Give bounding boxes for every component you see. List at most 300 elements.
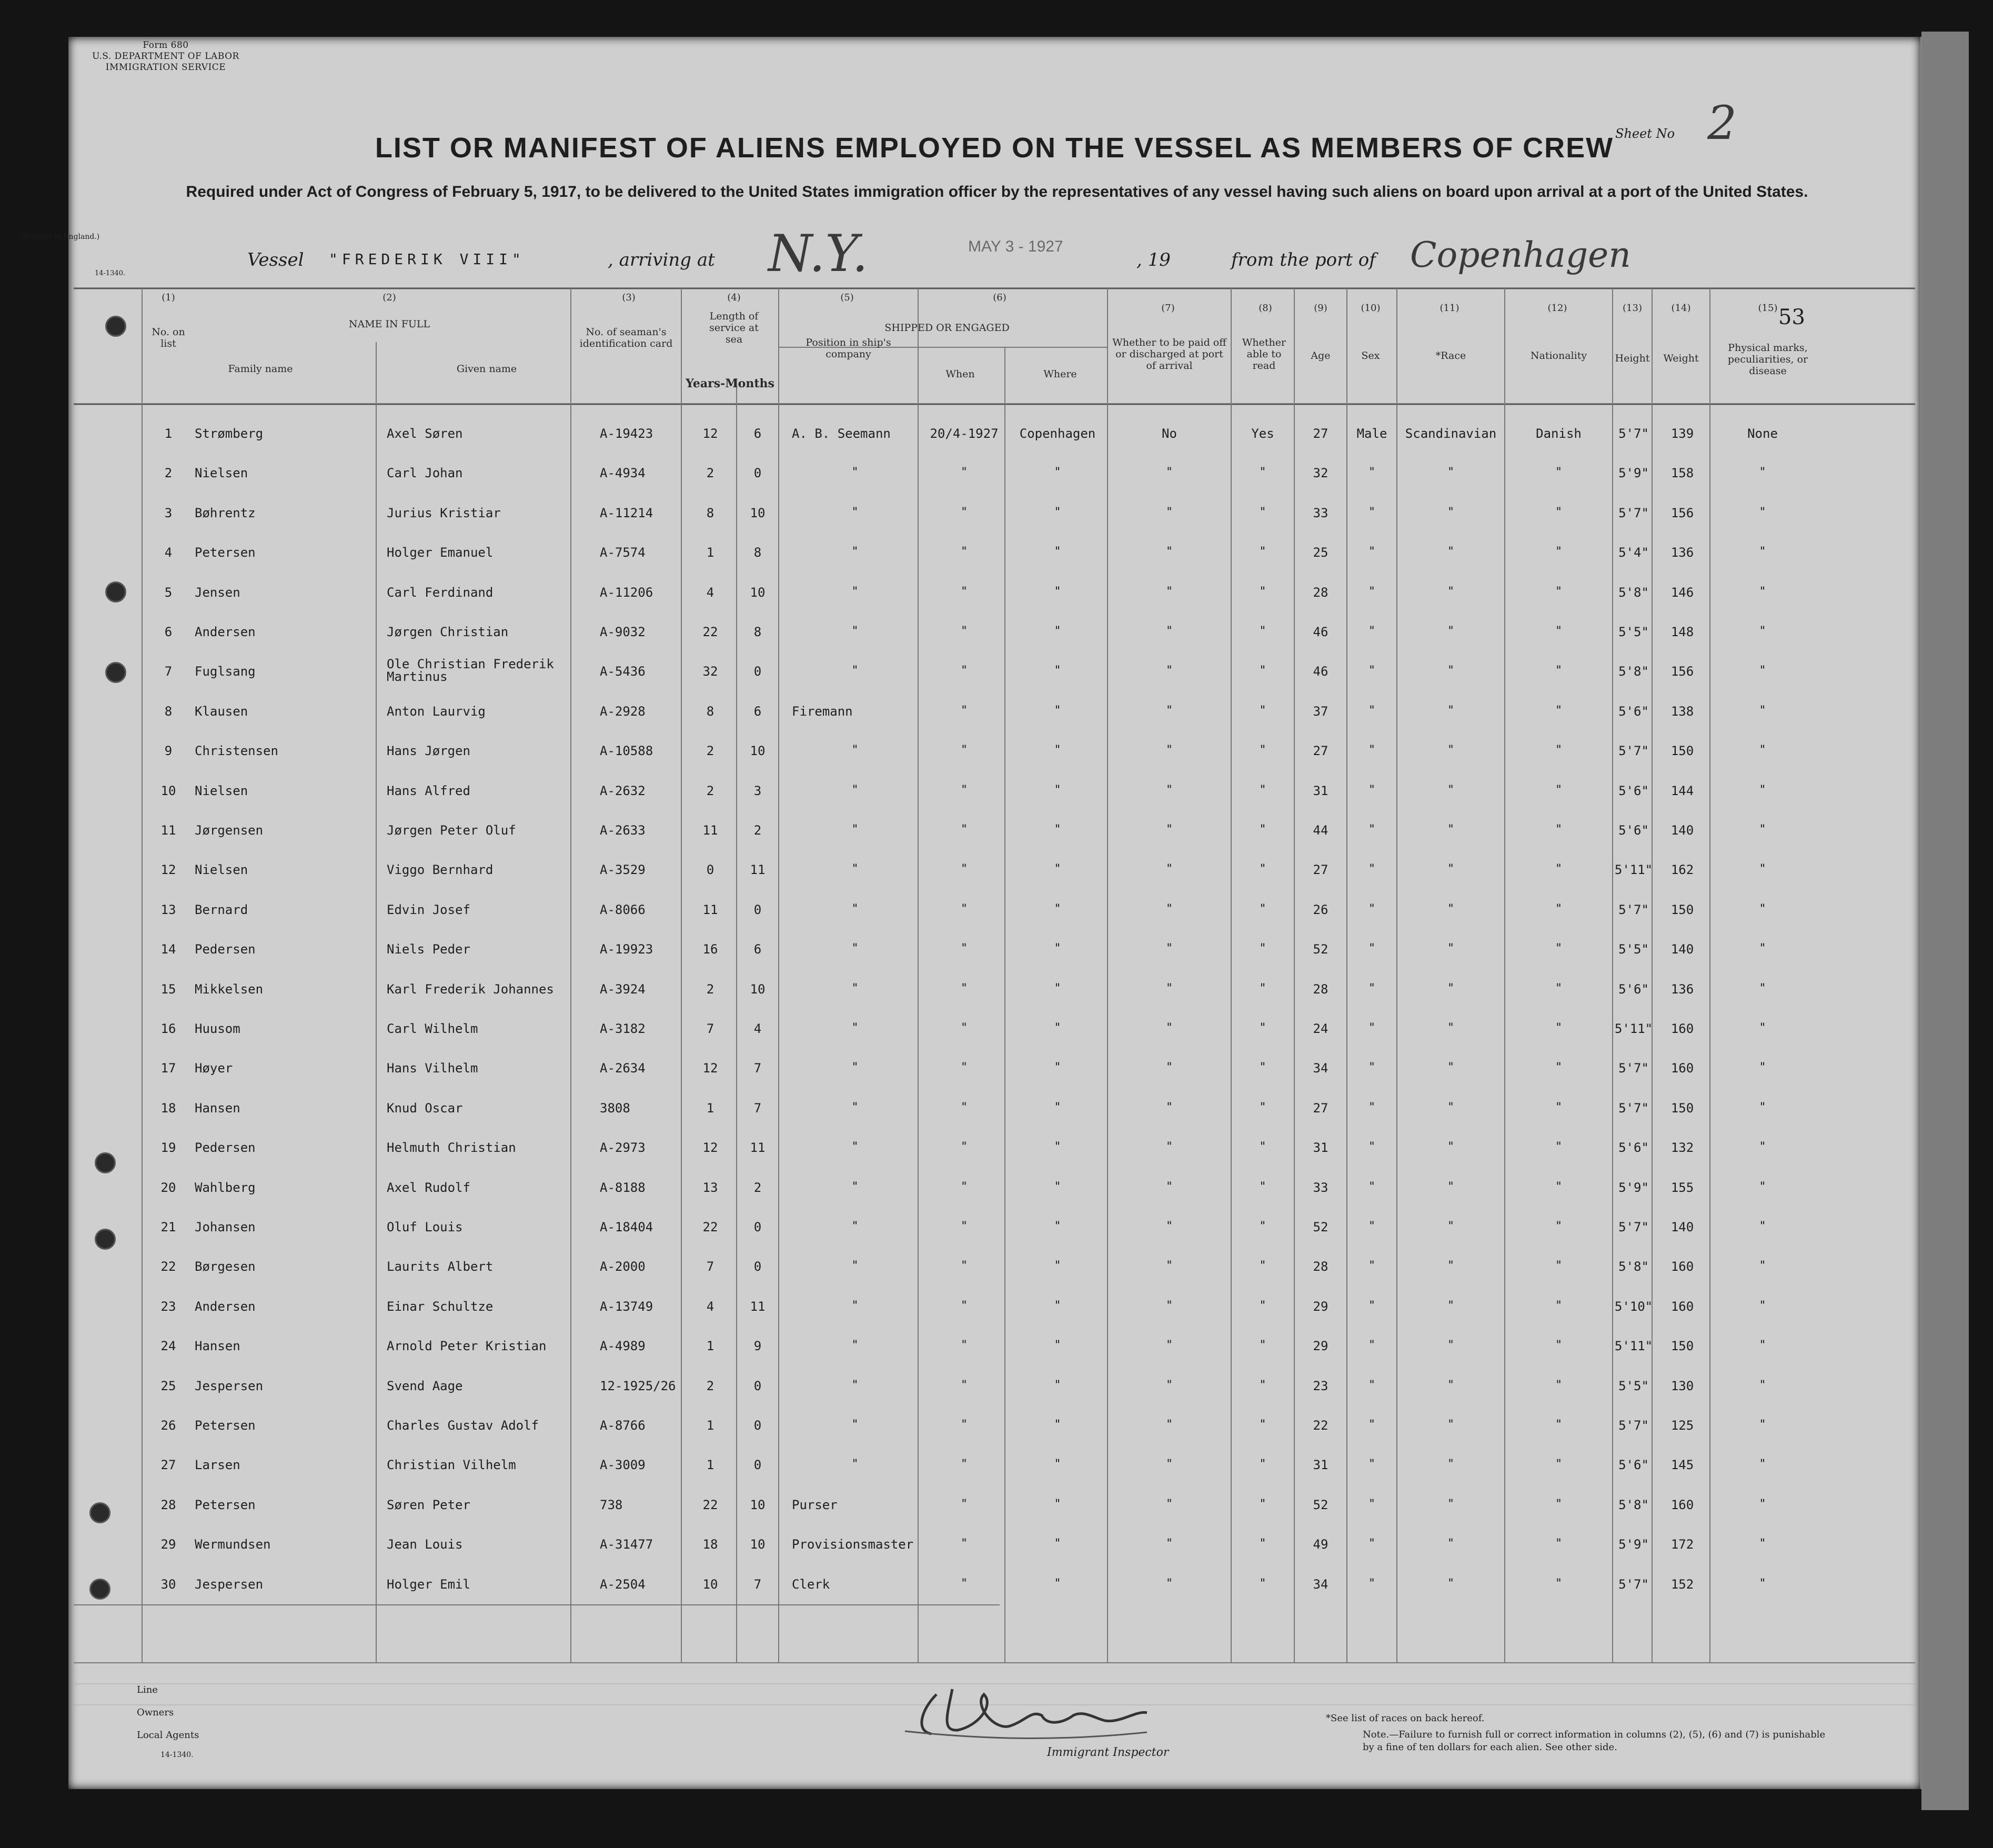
cell-no: 15: [160, 981, 176, 997]
cell-height: 5'8": [1618, 664, 1649, 679]
cell-family: Børgesen: [195, 1259, 256, 1274]
cell-years: 7: [706, 1021, 714, 1036]
binder-hole: [95, 1152, 116, 1173]
cell-years: 2: [706, 783, 714, 798]
cell-weight: 140: [1670, 942, 1694, 957]
ditto-mark: ": [960, 664, 968, 678]
cell-family: Wahlberg: [195, 1180, 256, 1195]
col-header-card: No. of seaman's identification card: [579, 326, 673, 349]
ditto-mark: ": [1447, 783, 1455, 797]
cell-height: 5'5": [1618, 1378, 1649, 1393]
cell-height: 5'4": [1618, 545, 1649, 560]
ditto-mark: ": [1165, 1259, 1173, 1273]
cell-given: Svend Aage: [387, 1378, 463, 1393]
cell-age: 37: [1313, 704, 1328, 719]
ditto-mark: ": [1759, 1180, 1766, 1193]
ditto-mark: ": [1054, 862, 1061, 876]
cell-months: 0: [753, 1220, 762, 1234]
ditto-mark: ": [1054, 1378, 1061, 1392]
cell-position: Clerk: [792, 1576, 830, 1592]
ditto-mark: ": [1555, 981, 1563, 995]
ditto-mark: ": [851, 1061, 859, 1074]
ditto-mark: ": [1368, 1418, 1376, 1431]
col-header-position: Position in ship's company: [806, 337, 891, 360]
ditto-mark: ": [960, 545, 968, 559]
cell-weight: 162: [1670, 862, 1694, 878]
ditto-mark: ": [1368, 823, 1376, 836]
cell-card: A-4934: [600, 466, 646, 481]
ditto-mark: ": [1165, 1061, 1173, 1074]
ditto-mark: ": [1259, 664, 1266, 678]
col-num: (10): [1361, 303, 1381, 314]
cell-age: 27: [1313, 744, 1328, 759]
ditto-mark: ": [1368, 704, 1376, 717]
cell-years: 10: [702, 1576, 718, 1592]
cell-no: 25: [160, 1378, 176, 1393]
cell-months: 9: [753, 1339, 762, 1354]
cell-years: 0: [706, 862, 714, 878]
cell-family: Petersen: [195, 1418, 256, 1433]
col-num: (7): [1161, 303, 1175, 314]
cell-weight: 148: [1670, 625, 1694, 639]
ditto-mark: ": [1368, 466, 1376, 479]
ditto-mark: ": [1259, 1378, 1266, 1392]
ditto-mark: ": [960, 704, 968, 717]
ditto-mark: ": [1447, 862, 1455, 876]
cell-months: 2: [753, 1180, 762, 1195]
cell-card: A-8066: [600, 902, 646, 917]
ditto-mark: ": [1759, 981, 1766, 995]
cell-height: 5'8": [1618, 1259, 1649, 1274]
cell-weight: 172: [1670, 1537, 1694, 1552]
cell-height: 5'7": [1618, 744, 1649, 759]
ditto-mark: ": [960, 942, 968, 956]
cell-family: Christensen: [195, 744, 278, 759]
ditto-mark: ": [1165, 823, 1173, 836]
cell-years: 4: [706, 1299, 714, 1314]
ditto-mark: ": [1759, 744, 1766, 757]
printed-note: (Printed in England.): [21, 233, 100, 241]
col-header-weight: Weight: [1663, 353, 1699, 364]
ditto-mark: ": [1759, 585, 1766, 598]
vessel-label: Vessel: [247, 249, 304, 270]
ditto-mark: ": [1259, 1100, 1266, 1114]
cell-years: 1: [706, 1418, 714, 1433]
col-header-shipped: SHIPPED OR ENGAGED: [884, 322, 1010, 334]
cell-months: 10: [750, 585, 766, 600]
cell-height: 5'8": [1618, 585, 1649, 600]
cell-months: 10: [750, 505, 766, 520]
ditto-mark: ": [960, 1100, 968, 1114]
ditto-mark: ": [1259, 1061, 1266, 1074]
cell-family: Jensen: [195, 585, 240, 600]
ditto-mark: ": [1447, 1339, 1455, 1352]
cell-height: 5'7": [1618, 1220, 1649, 1234]
ditto-mark: ": [1165, 1418, 1173, 1431]
cell-years: 2: [706, 1378, 714, 1393]
ditto-mark: ": [1259, 1418, 1266, 1431]
ditto-mark: ": [1165, 902, 1173, 916]
ditto-mark: ": [1759, 1339, 1766, 1352]
cell-card: A-18404: [600, 1220, 653, 1234]
cell-months: 3: [753, 783, 762, 798]
col-header-height: Height: [1615, 353, 1650, 364]
ditto-mark: ": [1054, 1021, 1061, 1035]
cell-given: Edvin Josef: [387, 902, 470, 917]
cell-years: 22: [702, 1220, 718, 1234]
cell-given: Axel Søren: [387, 426, 463, 441]
ditto-mark: ": [1165, 1339, 1173, 1352]
ditto-mark: ": [1368, 505, 1376, 519]
ditto-mark: ": [1759, 1537, 1766, 1551]
ditto-mark: ": [960, 1537, 968, 1551]
ditto-mark: ": [1165, 981, 1173, 995]
col-header-years-months: Years-Months: [686, 377, 774, 390]
ditto-mark: ": [1555, 1021, 1563, 1035]
cell-no: 3: [164, 505, 173, 520]
cell-no: 16: [160, 1021, 176, 1036]
cell-height: 5'5": [1618, 625, 1649, 639]
cell-family: Jørgensen: [195, 823, 264, 838]
col-num: (11): [1440, 303, 1459, 314]
cell-age: 28: [1313, 981, 1328, 997]
departure-port: Copenhagen: [1410, 235, 1631, 275]
cell-age: 27: [1313, 862, 1328, 878]
cell-height: 5'7": [1618, 902, 1649, 917]
cell-weight: 136: [1670, 981, 1694, 997]
cell-years: 11: [702, 823, 718, 838]
cell-height: 5'6": [1618, 981, 1649, 997]
cell-given: Oluf Louis: [387, 1220, 463, 1234]
cell-family: Johansen: [195, 1220, 256, 1234]
cell-no: 10: [160, 783, 176, 798]
binder-hole: [95, 1229, 116, 1250]
cell-weight: 160: [1670, 1061, 1694, 1076]
ditto-mark: ": [1555, 585, 1563, 598]
form-number: Form 680: [143, 40, 189, 51]
ditto-mark: ": [1259, 466, 1266, 479]
cell-family: Klausen: [195, 704, 248, 719]
cell-months: 11: [750, 862, 766, 878]
cell-where: Copenhagen: [1019, 426, 1096, 441]
ditto-mark: ": [960, 585, 968, 598]
ditto-mark: ": [1054, 1497, 1061, 1511]
ditto-mark: ": [1054, 1299, 1061, 1312]
ditto-mark: ": [1165, 466, 1173, 479]
cell-height: 5'11": [1614, 1339, 1653, 1354]
ditto-mark: ": [851, 744, 859, 757]
date-stamp: MAY 3 - 1927: [968, 238, 1063, 255]
ditto-mark: ": [1759, 625, 1766, 638]
ditto-mark: ": [1759, 942, 1766, 956]
ditto-mark: ": [1368, 744, 1376, 757]
col-header-family-name: Family name: [228, 363, 293, 375]
footer-print-code: 14-1340.: [160, 1751, 194, 1759]
cell-no: 29: [160, 1537, 176, 1552]
ditto-mark: ": [1259, 1576, 1266, 1590]
ditto-mark: ": [1368, 1339, 1376, 1352]
service-name: IMMIGRATION SERVICE: [105, 62, 226, 73]
ditto-mark: ": [1447, 1180, 1455, 1193]
cell-age: 44: [1313, 823, 1328, 838]
ditto-mark: ": [1447, 981, 1455, 995]
sheet-number: 2: [1707, 96, 1737, 150]
cell-nat: Danish: [1536, 426, 1582, 441]
cell-age: 33: [1313, 1180, 1328, 1195]
cell-years: 4: [706, 585, 714, 600]
cell-no: 1: [164, 426, 173, 441]
ditto-mark: ": [1447, 466, 1455, 479]
ditto-mark: ": [1368, 1259, 1376, 1273]
race-footnote: *See list of races on back hereof.: [1326, 1713, 1485, 1724]
ditto-mark: ": [1555, 704, 1563, 717]
ditto-mark: ": [1555, 1576, 1563, 1590]
cell-family: Strømberg: [195, 426, 264, 441]
cell-card: A-5436: [600, 664, 646, 679]
ditto-mark: ": [851, 1259, 859, 1273]
cell-weight: 160: [1670, 1021, 1694, 1036]
cell-age: 24: [1313, 1021, 1328, 1036]
inspector-label: Immigrant Inspector: [1047, 1746, 1169, 1759]
cell-given: Jørgen Christian: [387, 625, 509, 639]
cell-card: A-3529: [600, 862, 646, 878]
cell-card: A-8766: [600, 1418, 646, 1433]
ditto-mark: ": [960, 1061, 968, 1074]
ditto-mark: ": [1447, 823, 1455, 836]
ditto-mark: ": [1555, 1418, 1563, 1431]
page-subtitle: Required under Act of Congress of February 5, 1917, to be delivered to the United States immigration officer by the representatives of any vessel having such aliens on board upon arrival at a port of the United States.: [186, 183, 1808, 200]
ditto-mark: ": [1555, 783, 1563, 797]
cell-marks: None: [1747, 426, 1778, 441]
cell-years: 32: [702, 664, 718, 679]
ditto-mark: ": [851, 1299, 859, 1312]
col-header-no: No. on list: [152, 326, 185, 349]
cell-height: 5'6": [1618, 1140, 1649, 1156]
ditto-mark: ": [1447, 1220, 1455, 1233]
ditto-mark: ": [1165, 545, 1173, 559]
from-port-label: from the port of: [1231, 249, 1376, 270]
ditto-mark: ": [1447, 1140, 1455, 1154]
cell-height: 5'10": [1614, 1299, 1653, 1314]
ditto-mark: ": [851, 1418, 859, 1431]
cell-age: 34: [1313, 1576, 1328, 1592]
cell-no: 2: [164, 466, 173, 481]
col-header-nationality: Nationality: [1530, 350, 1587, 361]
col-header-read: Whether able to read: [1242, 337, 1286, 371]
ditto-mark: ": [960, 1180, 968, 1193]
footer-line-label: Line: [137, 1684, 158, 1695]
col-num: (15): [1758, 303, 1778, 314]
cell-card: A-19423: [600, 426, 653, 441]
ditto-mark: ": [1259, 942, 1266, 956]
ditto-mark: ": [1259, 823, 1266, 836]
cell-no: 12: [160, 862, 176, 878]
cell-years: 1: [706, 1100, 714, 1116]
cell-weight: 158: [1670, 466, 1694, 481]
cell-family: Pedersen: [195, 942, 256, 957]
ditto-mark: ": [1259, 1497, 1266, 1511]
cell-family: Hansen: [195, 1100, 240, 1116]
ditto-mark: ": [1259, 1021, 1266, 1035]
ditto-mark: ": [1054, 1418, 1061, 1431]
ditto-mark: ": [1165, 862, 1173, 876]
cell-height: 5'6": [1618, 704, 1649, 719]
ditto-mark: ": [960, 1220, 968, 1233]
binder-hole: [105, 316, 126, 337]
ditto-mark: ": [1368, 981, 1376, 995]
cell-family: Larsen: [195, 1458, 240, 1473]
cell-given: Holger Emil: [387, 1576, 470, 1592]
cell-age: 46: [1313, 664, 1328, 679]
ditto-mark: ": [1555, 1100, 1563, 1114]
cell-years: 22: [702, 625, 718, 639]
col-header-physical-marks: Physical marks, peculiarities, or disease: [1727, 342, 1808, 377]
ditto-mark: ": [1054, 1061, 1061, 1074]
cell-card: A-2000: [600, 1259, 646, 1274]
ditto-mark: ": [960, 1339, 968, 1352]
cell-read: Yes: [1251, 426, 1274, 441]
ditto-mark: ": [1555, 1220, 1563, 1233]
cell-family: Andersen: [195, 625, 256, 639]
ditto-mark: ": [1165, 704, 1173, 717]
col-header-given-name: Given name: [456, 363, 517, 375]
ditto-mark: ": [1555, 625, 1563, 638]
department-name: U.S. DEPARTMENT OF LABOR: [92, 51, 239, 62]
cell-months: 11: [750, 1299, 766, 1314]
ditto-mark: ": [1368, 625, 1376, 638]
ditto-mark: ": [1759, 1299, 1766, 1312]
ditto-mark: ": [1555, 1299, 1563, 1312]
cell-family: Bernard: [195, 902, 248, 917]
ditto-mark: ": [1759, 545, 1766, 559]
cell-age: 46: [1313, 625, 1328, 639]
ditto-mark: ": [1447, 1061, 1455, 1074]
cell-age: 26: [1313, 902, 1328, 917]
binder-hole: [89, 1502, 110, 1523]
ditto-mark: ": [1054, 823, 1061, 836]
cell-weight: 156: [1670, 505, 1694, 520]
cell-family: Bøhrentz: [195, 505, 256, 520]
cell-years: 2: [706, 744, 714, 759]
cell-age: 25: [1313, 545, 1328, 560]
ditto-mark: ": [1555, 862, 1563, 876]
ditto-mark: ": [1555, 664, 1563, 678]
ditto-mark: ": [851, 1378, 859, 1392]
ditto-mark: ": [1759, 466, 1766, 479]
ditto-mark: ": [1368, 1180, 1376, 1193]
ditto-mark: ": [960, 902, 968, 916]
cell-given: Axel Rudolf: [387, 1180, 470, 1195]
ditto-mark: ": [1259, 625, 1266, 638]
ditto-mark: ": [1165, 744, 1173, 757]
ditto-mark: ": [960, 466, 968, 479]
cell-years: 1: [706, 545, 714, 560]
col-header-name: NAME IN FULL: [348, 318, 430, 330]
col-num: (4): [727, 292, 741, 303]
ditto-mark: ": [1759, 664, 1766, 678]
column-marker: 53: [1778, 305, 1805, 329]
cell-family: Wermundsen: [195, 1537, 271, 1552]
col-num: (6): [993, 292, 1006, 303]
cell-height: 5'7": [1618, 1061, 1649, 1076]
ditto-mark: ": [1368, 1378, 1376, 1392]
cell-family: Jespersen: [195, 1378, 264, 1393]
ditto-mark: ": [1447, 704, 1455, 717]
sheet-label: Sheet No: [1615, 126, 1675, 141]
ditto-mark: ": [1555, 1259, 1563, 1273]
arriving-label: , arriving at: [608, 249, 715, 270]
ditto-mark: ": [1447, 902, 1455, 916]
ditto-mark: ": [1555, 1378, 1563, 1392]
cell-given: Jørgen Peter Oluf: [387, 823, 516, 838]
ditto-mark: ": [1447, 942, 1455, 956]
ditto-mark: ": [1054, 545, 1061, 559]
cell-no: 14: [160, 942, 176, 957]
cell-given: Carl Wilhelm: [387, 1021, 478, 1036]
ditto-mark: ": [1054, 1339, 1061, 1352]
ditto-mark: ": [1259, 862, 1266, 876]
cell-months: 2: [753, 823, 762, 838]
cell-family: Petersen: [195, 545, 256, 560]
ditto-mark: ": [851, 1140, 859, 1154]
ditto-mark: ": [851, 862, 859, 876]
ditto-mark: ": [960, 1497, 968, 1511]
cell-weight: 150: [1670, 902, 1694, 917]
ditto-mark: ": [1165, 1299, 1173, 1312]
ditto-mark: ": [1555, 902, 1563, 916]
cell-given: Einar Schultze: [387, 1299, 494, 1314]
ditto-mark: ": [960, 1378, 968, 1392]
cell-height: 5'5": [1618, 942, 1649, 957]
ditto-mark: ": [851, 1021, 859, 1035]
ditto-mark: ": [1259, 1140, 1266, 1154]
vessel-line: [179, 224, 1863, 283]
col-header-when: When: [945, 368, 975, 380]
cell-family: Andersen: [195, 1299, 256, 1314]
cell-years: 1: [706, 1458, 714, 1473]
cell-given: Jean Louis: [387, 1537, 463, 1552]
ditto-mark: ": [1555, 1180, 1563, 1193]
ditto-mark: ": [1259, 1259, 1266, 1273]
cell-no: 5: [164, 585, 173, 600]
cell-card: A-3182: [600, 1021, 646, 1036]
cell-height: 5'9": [1618, 1537, 1649, 1552]
cell-weight: 130: [1670, 1378, 1694, 1393]
cell-no: 8: [164, 704, 173, 719]
cell-years: 11: [702, 902, 718, 917]
ditto-mark: ": [960, 981, 968, 995]
ditto-mark: ": [1368, 664, 1376, 678]
cell-age: 31: [1313, 783, 1328, 798]
col-num: (13): [1623, 303, 1642, 314]
cell-years: 16: [702, 942, 718, 957]
cell-no: 13: [160, 902, 176, 917]
ditto-mark: ": [1555, 1458, 1563, 1471]
ditto-mark: ": [1259, 744, 1266, 757]
binder-hole: [89, 1579, 110, 1600]
cell-no: 6: [164, 625, 173, 639]
cell-given: Carl Johan: [387, 466, 463, 481]
cell-months: 0: [753, 466, 762, 481]
cell-given: Holger Emanuel: [387, 545, 494, 560]
cell-family: Nielsen: [195, 783, 248, 798]
cell-no: 27: [160, 1458, 176, 1473]
cell-years: 12: [702, 426, 718, 441]
cell-no: 20: [160, 1180, 176, 1195]
form-identifier: [79, 40, 253, 73]
cell-months: 10: [750, 1537, 766, 1552]
cell-age: 49: [1313, 1537, 1328, 1552]
